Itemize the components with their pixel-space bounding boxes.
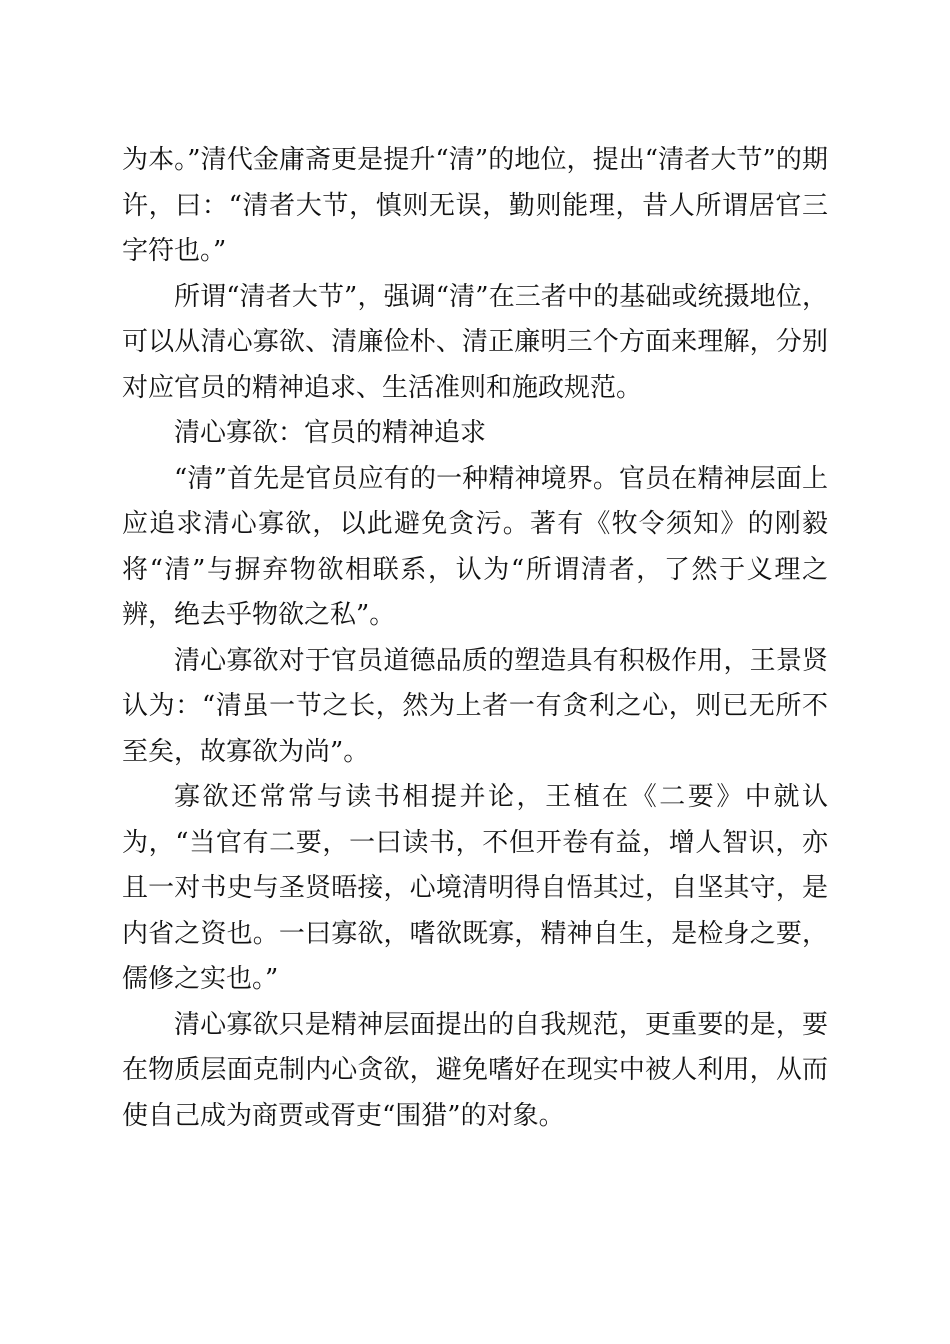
paragraph-qingzhe-dajie: 所谓“清者大节”，强调“清”在三者中的基础或统摄地位，可以从清心寡欲、清廉俭朴、清正廉明三个方面来理解，分别对应官员的精神追求、生活准则和施政规范。	[122, 281, 828, 403]
paragraph-reading-and-desire: 寡欲还常常与读书相提并论，王植在《二要》中就认为，“当官有二要，一曰读书，不但开卷有益，增人智识，亦且一对书史与圣贤晤接，心境清明得自悟其过，自坚其守，是内省之资也。一曰寡欲，嗜欲既寡，精神自生，是检身之要，儒修之实也。”	[122, 782, 828, 994]
document-body	[122, 138, 828, 1139]
section-heading: 清心寡欲：官员的精神追求	[174, 418, 487, 448]
paragraph-self-restraint: 清心寡欲只是精神层面提出的自我规范，更重要的是，要在物质层面克制内心贪欲，避免嗜好在现实中被人利用，从而使自己成为商贾或胥吏“围猎”的对象。	[122, 1009, 828, 1131]
paragraph-moral-quality: 清心寡欲对于官员道德品质的塑造具有积极作用，王景贤认为：“清虽一节之长，然为上者一有贪利之心，则已无所不至矣，故寡欲为尚”。	[122, 645, 828, 767]
paragraph-spiritual-realm: “清”首先是官员应有的一种精神境界。官员在精神层面上应追求清心寡欲，以此避免贪污。著有《牧令须知》的刚毅将“清”与摒弃物欲相联系，认为“所谓清者，了然于义理之辨，绝去乎物欲之私”。	[122, 463, 828, 630]
paragraph-continuation: 为本。”清代金庸斋更是提升“清”的地位，提出“清者大节”的期许，曰：“清者大节，慎则无误，勤则能理，昔人所谓居官三字符也。”	[122, 145, 828, 266]
